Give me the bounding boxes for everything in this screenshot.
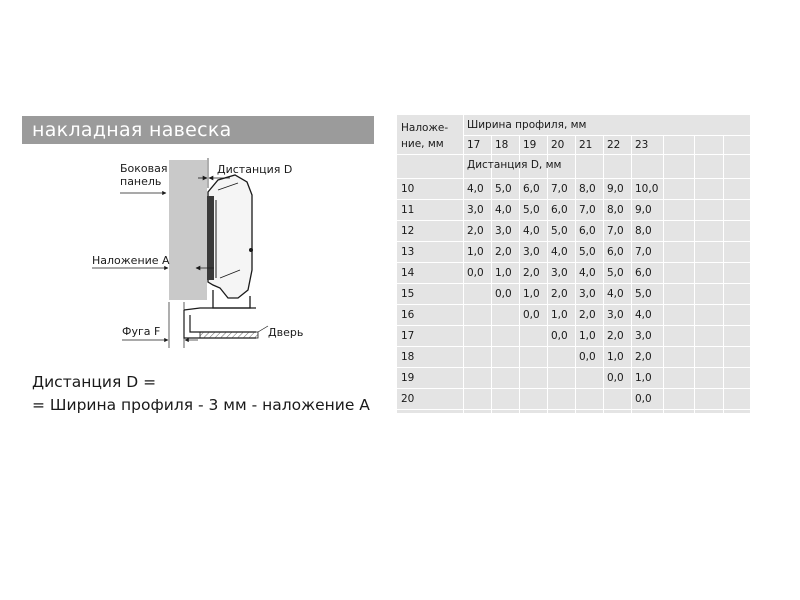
distance-value: 3,0 bbox=[467, 204, 484, 216]
overlay-value: 13 bbox=[401, 246, 415, 258]
distance-value: 3,0 bbox=[523, 246, 540, 258]
distance-value: 1,0 bbox=[551, 309, 568, 321]
distance-value: 0,0 bbox=[467, 267, 484, 279]
overlay-column-header: Наложе- ние, мм bbox=[401, 122, 449, 150]
distance-value: 1,0 bbox=[495, 267, 512, 279]
profile-width-header: Ширина профиля, мм bbox=[467, 119, 587, 131]
distance-value: 5,0 bbox=[607, 267, 624, 279]
distance-value: 1,0 bbox=[579, 330, 596, 342]
gap-f-label: Фуга F bbox=[122, 325, 161, 338]
distance-value: 4,0 bbox=[523, 225, 540, 237]
distance-value: 6,0 bbox=[523, 183, 540, 195]
door-panel bbox=[200, 332, 258, 338]
section-title: накладная навеска bbox=[22, 116, 374, 144]
distance-value: 5,0 bbox=[523, 204, 540, 216]
hinge-diagram bbox=[80, 150, 380, 360]
distance-value: 7,0 bbox=[579, 204, 596, 216]
distance-value: 3,0 bbox=[635, 330, 652, 342]
profile-width-value: 20 bbox=[551, 139, 565, 151]
overlay-a-label: Наложение A bbox=[92, 254, 170, 267]
distance-value: 4,0 bbox=[635, 309, 652, 321]
distance-value: 10,0 bbox=[635, 183, 659, 195]
profile-width-value: 17 bbox=[467, 139, 481, 151]
distance-value: 2,0 bbox=[579, 309, 596, 321]
distance-value: 5,0 bbox=[579, 246, 596, 258]
distance-value: 3,0 bbox=[551, 267, 568, 279]
distance-value: 2,0 bbox=[551, 288, 568, 300]
distance-value: 6,0 bbox=[579, 225, 596, 237]
overlay-value: 18 bbox=[401, 351, 415, 363]
profile-width-value: 21 bbox=[579, 139, 593, 151]
side-panel-label: Боковая панель bbox=[120, 162, 168, 188]
distance-value: 4,0 bbox=[579, 267, 596, 279]
distance-value: 0,0 bbox=[579, 351, 596, 363]
overlay-value: 16 bbox=[401, 309, 415, 321]
distance-value: 1,0 bbox=[523, 288, 540, 300]
distance-subheader: Дистанция D, мм bbox=[467, 159, 562, 171]
distance-value: 0,0 bbox=[523, 309, 540, 321]
door-label: Дверь bbox=[268, 326, 304, 339]
distance-table bbox=[397, 115, 750, 413]
overlay-value: 12 bbox=[401, 225, 415, 237]
side-panel bbox=[169, 160, 207, 300]
distance-value: 0,0 bbox=[551, 330, 568, 342]
distance-value: 2,0 bbox=[467, 225, 484, 237]
distance-value: 3,0 bbox=[579, 288, 596, 300]
distance-value: 3,0 bbox=[607, 309, 624, 321]
distance-d-label: Дистанция D bbox=[217, 163, 293, 176]
distance-value: 4,0 bbox=[551, 246, 568, 258]
distance-value: 5,0 bbox=[495, 183, 512, 195]
distance-value: 4,0 bbox=[467, 183, 484, 195]
profile-width-value: 23 bbox=[635, 139, 649, 151]
overlay-value: 11 bbox=[401, 204, 415, 216]
formula-line-2: = Ширина профиля - 3 мм - наложение A bbox=[32, 396, 370, 414]
distance-value: 6,0 bbox=[551, 204, 568, 216]
distance-value: 5,0 bbox=[551, 225, 568, 237]
distance-value: 2,0 bbox=[523, 267, 540, 279]
distance-value: 3,0 bbox=[495, 225, 512, 237]
mounting-plate bbox=[207, 196, 214, 280]
distance-value: 8,0 bbox=[607, 204, 624, 216]
overlay-value: 20 bbox=[401, 393, 415, 405]
distance-value: 8,0 bbox=[579, 183, 596, 195]
distance-value: 0,0 bbox=[495, 288, 512, 300]
overlay-value: 15 bbox=[401, 288, 415, 300]
distance-value: 2,0 bbox=[495, 246, 512, 258]
distance-value: 5,0 bbox=[635, 288, 652, 300]
distance-value: 7,0 bbox=[551, 183, 568, 195]
distance-value: 1,0 bbox=[607, 351, 624, 363]
distance-value: 2,0 bbox=[635, 351, 652, 363]
distance-value: 4,0 bbox=[607, 288, 624, 300]
distance-value: 7,0 bbox=[607, 225, 624, 237]
distance-value: 6,0 bbox=[635, 267, 652, 279]
formula-line-1: Дистанция D = bbox=[32, 373, 157, 391]
distance-value: 0,0 bbox=[635, 393, 652, 405]
profile-width-value: 18 bbox=[495, 139, 509, 151]
distance-value: 0,0 bbox=[607, 372, 624, 384]
distance-value: 8,0 bbox=[635, 225, 652, 237]
distance-value: 9,0 bbox=[607, 183, 624, 195]
overlay-value: 10 bbox=[401, 183, 415, 195]
overlay-value: 14 bbox=[401, 267, 415, 279]
overlay-value: 19 bbox=[401, 372, 415, 384]
distance-value: 2,0 bbox=[607, 330, 624, 342]
profile-width-value: 19 bbox=[523, 139, 537, 151]
overlay-value: 17 bbox=[401, 330, 415, 342]
distance-value: 4,0 bbox=[495, 204, 512, 216]
distance-value: 1,0 bbox=[467, 246, 484, 258]
distance-value: 7,0 bbox=[635, 246, 652, 258]
hinge-arm bbox=[208, 175, 252, 298]
profile-width-value: 22 bbox=[607, 139, 621, 151]
distance-value: 9,0 bbox=[635, 204, 652, 216]
distance-value: 1,0 bbox=[635, 372, 652, 384]
distance-value: 6,0 bbox=[607, 246, 624, 258]
